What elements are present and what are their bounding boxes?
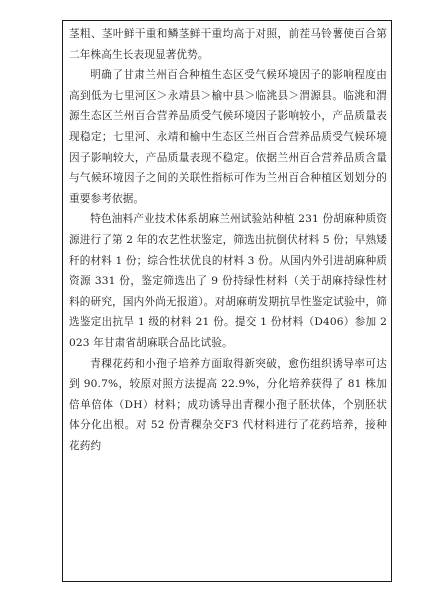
paragraph-flax-germplasm: 特色油料产业技术体系胡麻兰州试验站种植 231 份胡麻种质资源进行了第 2 年的农艺性状鉴定，筛选出抗倒伏材料 5 份；早熟矮秆的材料 1 份；综合性状优良的材料 3 份。从国内外引进胡麻种质资源 331 份，鉴定筛选出了 9 份持绿性材料（关于胡麻持绿性材料的研究，国内外尚无报道）。对胡麻萌发期抗旱性鉴定试验中，筛选鉴定出抗旱 1 级的材料 21 份。提交 1 份材料（D406）参加 2023 年甘肃省胡麻联合品比试验。 bbox=[69, 213, 387, 349]
paragraph-lily-climate-zoning: 明确了甘肃兰州百合种植生态区受气候环境因子的影响程度由高到低为七里河区＞永靖县＞榆中县＞临洮县＞渭源县。临洮和渭源生态区兰州百合营养品质受气候环境因子影响较小，产品质量表现稳定；七里河、永靖和榆中生态区兰州百合营养品质受气候环境因子影响较大，产品质量表现不稳定。依据兰州百合营养品质含量与气候环境因子之间的关联性指标可作为兰州百合种植区划划分的重要参考依据。 bbox=[69, 69, 387, 205]
document-body bbox=[63, 21, 391, 456]
page-frame bbox=[62, 20, 392, 582]
paragraph-continued: 茎粗、茎叶鲜干重和鳞茎鲜干重均高于对照，前茬马铃薯使百合第二年株高生长表现显著优势。 bbox=[69, 28, 387, 61]
paragraph-barley-anther-culture: 青稞花药和小孢子培养方面取得新突破，愈伤组织诱导率可达到 90.7%，较原对照方法提高 22.9%，分化培养获得了 81 株加倍单倍体（DH）材料；成功诱导出青稞小孢子胚状体，个别胚状体分化出根。对 52 份青稞杂交F3 代材料进行了花药培养，接种花药约 bbox=[69, 357, 387, 452]
